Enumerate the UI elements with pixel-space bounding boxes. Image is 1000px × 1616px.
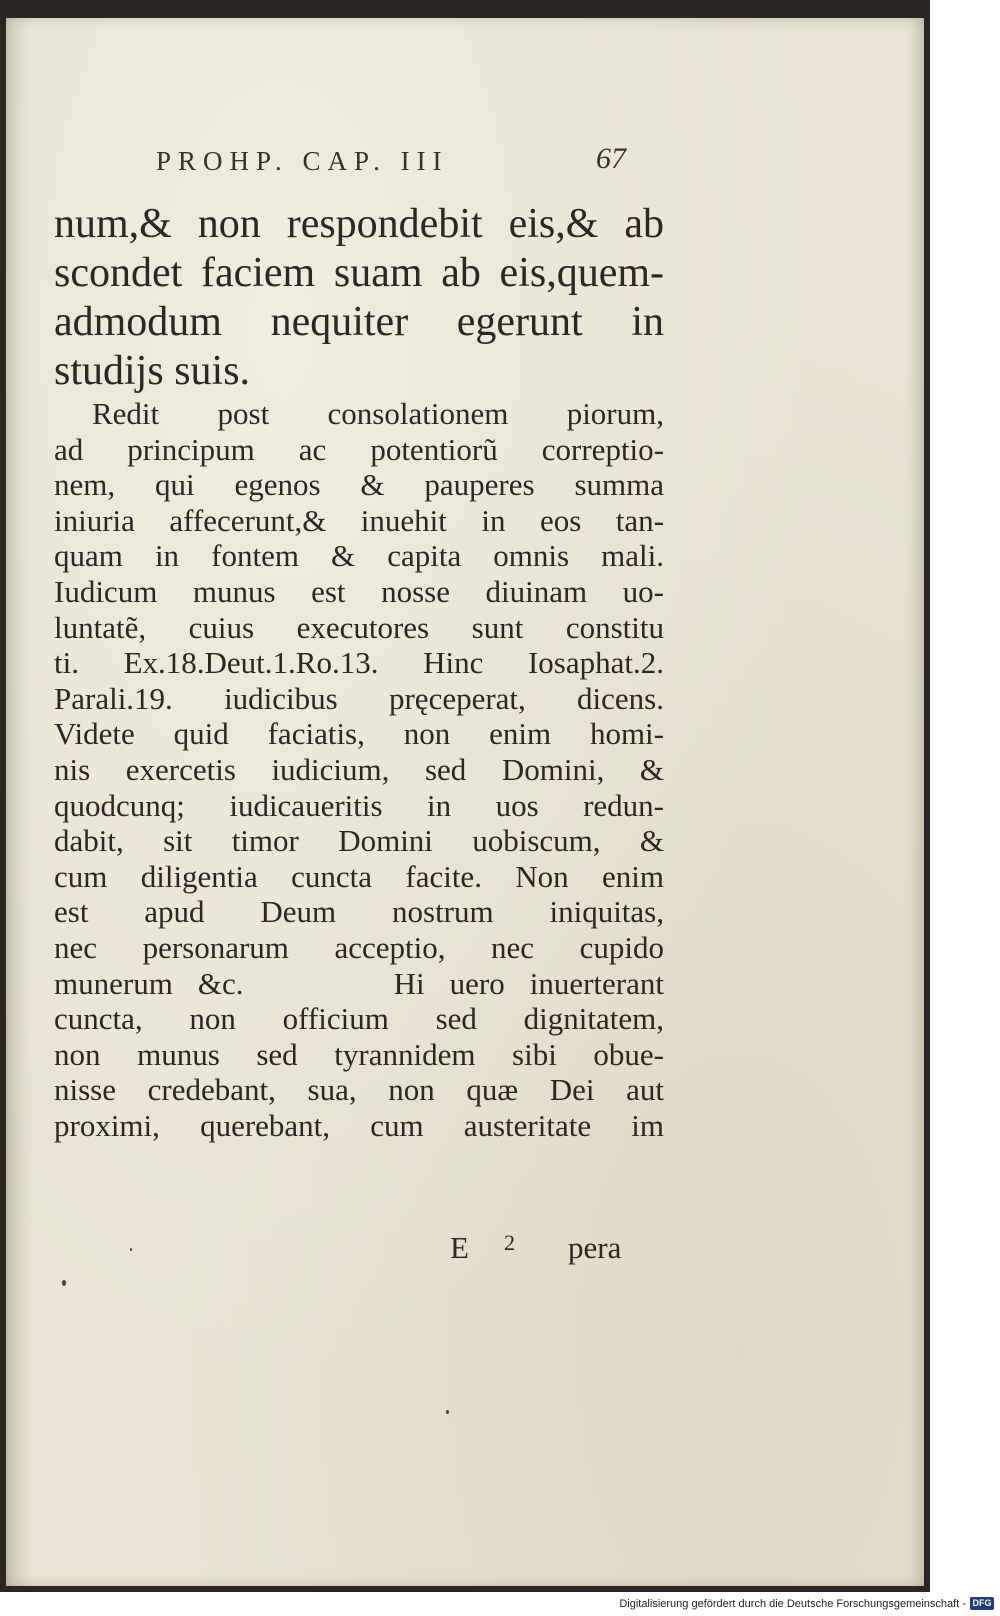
text-line: Iudicum munus est nosse diuinam uo-: [54, 573, 664, 609]
signature-mark: E: [450, 1230, 469, 1265]
text-line: cum diligentia cuncta facite. Non enim: [54, 858, 664, 894]
text-line: nem, qui egenos & pauperes summa: [54, 467, 664, 503]
page-footer-line: [6, 1230, 706, 1270]
text-line: ti. Ex.18.Deut.1.Ro.13. Hinc Iosaphat.2.: [54, 645, 664, 681]
signature-number: 2: [504, 1230, 515, 1255]
text-line: scondet faciem suam ab eis,quem-: [54, 250, 664, 296]
book-page: [6, 18, 924, 1586]
text-line: quodcunq; iudicaueritis in uos redun-: [54, 787, 664, 823]
ink-speck: [130, 1248, 132, 1251]
text-line: ad principum ac potentiorũ correptio-: [54, 431, 664, 467]
text-line: Parali.19. iudicibus pręceperat, dicens.: [54, 680, 664, 716]
digitization-credit: Digitalisierung gefördert durch die Deutsche Forschungsgemeinschaft -: [619, 1598, 966, 1610]
page-number: 67: [596, 142, 626, 175]
body-text: [54, 200, 664, 1143]
text-line: est apud Deum nostrum iniquitas,: [54, 894, 664, 930]
text-line: num,& non respondebit eis,& ab: [54, 201, 664, 247]
page-header: [156, 142, 656, 184]
text-line: Videte quid faciatis, non enim homi-: [54, 716, 664, 752]
running-title: PROHP. CAP. III: [156, 146, 449, 176]
text-line: nec personarum acceptio, nec cupido: [54, 929, 664, 965]
paragraph-start-line: Redit post consolationem piorum,: [92, 396, 664, 431]
catchword: pera: [568, 1230, 622, 1265]
ink-speck: [446, 1410, 449, 1414]
text-line: admodum nequiter egerunt in: [54, 299, 664, 345]
text-line: cuncta, non officium sed dignitatem,: [54, 1001, 664, 1037]
text-line: munerum &c. Hi uero inuerterant: [54, 965, 664, 1001]
text-line: proximi, querebant, cum austeritate im: [54, 1107, 664, 1143]
text-line: quam in fontem & capita omnis mali.: [54, 538, 664, 574]
text-line: nis exercetis iudicium, sed Domini, &: [54, 751, 664, 787]
ink-speck: [62, 1280, 66, 1286]
text-line: nisse credebant, sua, non quæ Dei aut: [54, 1072, 664, 1108]
text-line: dabit, sit timor Domini uobiscum, &: [54, 823, 664, 859]
text-line: non munus sed tyrannidem sibi obue-: [54, 1036, 664, 1072]
text-line: luntatẽ, cuius executores sunt constitu: [54, 609, 664, 645]
text-line: studijs suis.: [54, 348, 251, 394]
text-line: iniuria affecerunt,& inuehit in eos tan-: [54, 502, 664, 538]
dfg-logo: DFG: [970, 1597, 994, 1610]
